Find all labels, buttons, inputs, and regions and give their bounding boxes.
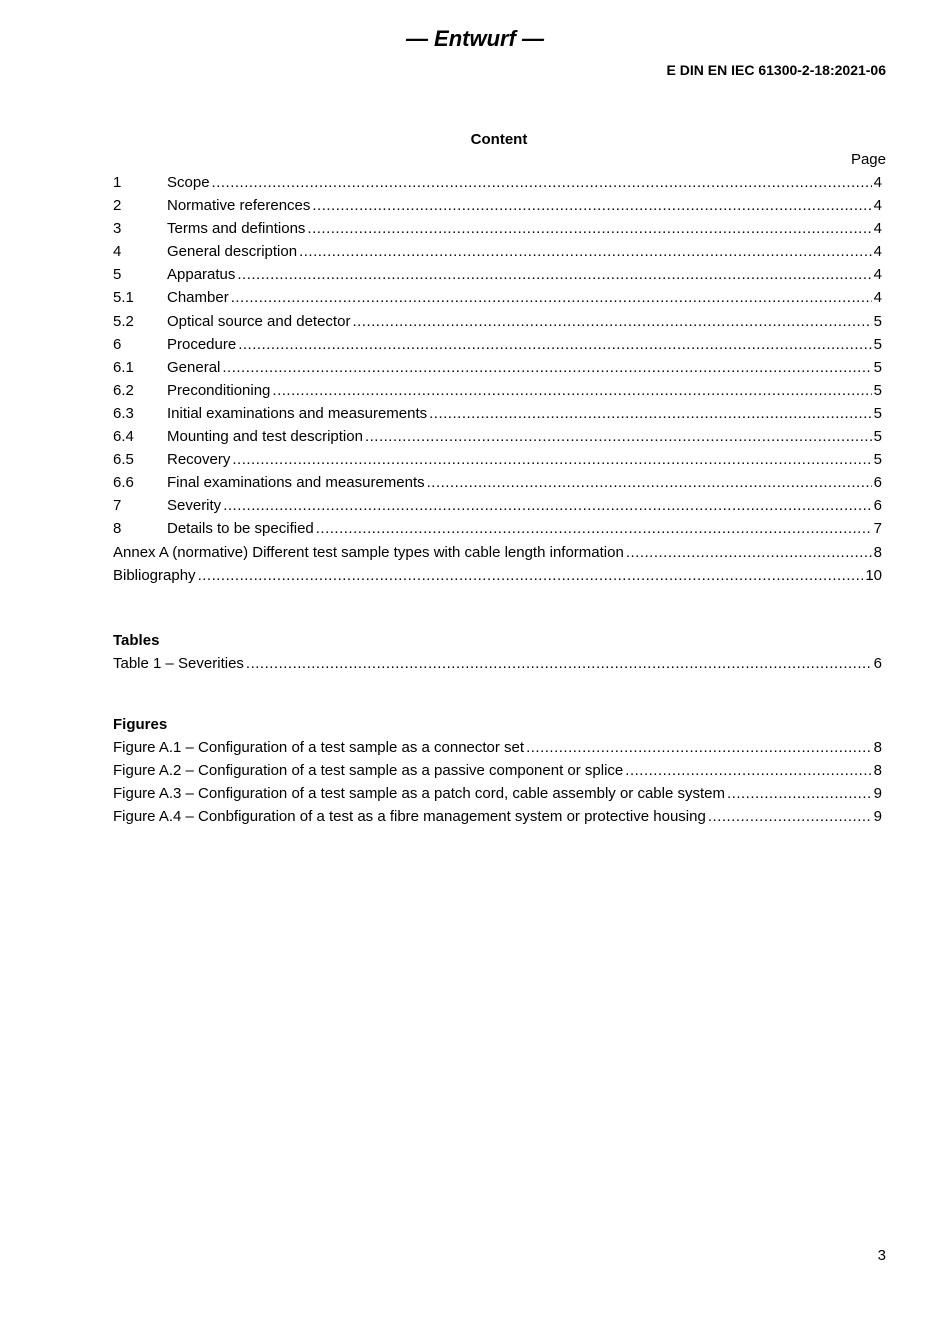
toc-entry-number: 6.6 [113, 474, 134, 492]
toc-entry-number: 5.2 [113, 312, 134, 330]
toc-entry-title: Severity [167, 497, 222, 515]
figures-heading: Figures [113, 716, 168, 733]
toc-entry-page: 5 [873, 428, 882, 446]
toc-entry-page: 5 [873, 381, 882, 399]
dot-leader [246, 652, 872, 675]
toc-entry-page: 6 [873, 497, 882, 515]
toc-entry[interactable] [113, 286, 882, 309]
toc-entry-page: 6 [873, 474, 882, 492]
dot-leader [708, 805, 872, 828]
toc-entry-title: Mounting and test description [167, 428, 363, 446]
toc-entry[interactable] [113, 171, 882, 194]
table-of-contents [113, 171, 882, 587]
dot-leader [212, 171, 872, 194]
figure-entry-page: 9 [873, 808, 882, 826]
toc-entry-title: Scope [167, 174, 210, 191]
toc-entry-number: 1 [113, 174, 122, 191]
figure-entry-title: Figure A.1 – Configuration of a test sample as a connector set [113, 739, 525, 756]
toc-entry-page: 7 [873, 520, 882, 538]
toc-entry-page: 4 [873, 243, 882, 261]
dot-leader [231, 286, 872, 309]
toc-entry-page: 5 [873, 335, 882, 353]
figure-entry-page: 8 [873, 762, 882, 780]
toc-entry-page: 4 [873, 197, 882, 215]
toc-entry-bibliography[interactable] [113, 564, 882, 587]
draft-title: — Entwurf — [405, 26, 545, 51]
toc-entry-page: 5 [873, 404, 882, 422]
figure-entry[interactable] [113, 805, 882, 828]
toc-entry-number: 6 [113, 335, 122, 353]
toc-entry-page: 4 [873, 174, 882, 191]
toc-entry-page: 10 [865, 566, 882, 584]
dot-leader [626, 541, 872, 564]
toc-entry-title: Procedure [167, 335, 237, 353]
toc-entry-title: Final examinations and measurements [167, 474, 425, 492]
toc-entry-page: 4 [873, 220, 882, 238]
dot-leader [222, 356, 871, 379]
toc-entry-title: General description [167, 243, 298, 261]
toc-entry-page: 4 [873, 289, 882, 307]
dot-leader [365, 425, 872, 448]
dot-leader [727, 782, 872, 805]
toc-entry-title: General [167, 358, 221, 376]
dot-leader [526, 736, 872, 759]
dot-leader [223, 494, 871, 517]
toc-entry-page: 5 [873, 312, 882, 330]
toc-entry[interactable] [113, 356, 882, 379]
dot-leader [429, 402, 872, 425]
toc-entry-title: Terms and defintions [167, 220, 306, 238]
dot-leader [307, 217, 871, 240]
dot-leader [232, 448, 871, 471]
toc-entry-number: 7 [113, 497, 122, 515]
toc-entry-title: Bibliography [113, 566, 196, 584]
toc-entry-page: 8 [873, 543, 882, 561]
toc-entry-title: Recovery [167, 451, 231, 469]
toc-entry-title: Normative references [167, 197, 311, 215]
table-entry-page: 6 [873, 655, 882, 672]
page-number: 3 [877, 1247, 886, 1264]
toc-entry[interactable] [113, 333, 882, 356]
table-entry-title: Table 1 – Severities [113, 655, 244, 672]
toc-entry-number: 6.5 [113, 451, 134, 469]
toc-entry-title: Annex A (normative) Different test sample types with cable length information [113, 543, 624, 561]
toc-entry[interactable] [113, 448, 882, 471]
figure-entry[interactable] [113, 736, 882, 759]
figure-entry-page: 9 [873, 785, 882, 803]
toc-entry[interactable] [113, 217, 882, 240]
page-column-label: Page [850, 151, 886, 168]
toc-entry-page: 5 [873, 451, 882, 469]
toc-entry-number: 8 [113, 520, 122, 538]
dot-leader [198, 564, 864, 587]
dot-leader [427, 471, 872, 494]
toc-entry-number: 6.1 [113, 358, 134, 376]
dot-leader [625, 759, 871, 782]
toc-entry-title: Preconditioning [167, 381, 271, 399]
figure-entry-title: Figure A.3 – Configuration of a test sample as a patch cord, cable assembly or cable system [113, 785, 725, 803]
dot-leader [272, 379, 871, 402]
toc-entry-number: 2 [113, 197, 122, 215]
table-entry[interactable] [113, 652, 882, 675]
toc-entry-number: 5.1 [113, 289, 134, 307]
tables-heading: Tables [113, 632, 160, 649]
toc-entry[interactable] [113, 194, 882, 217]
toc-entry-number: 6.3 [113, 404, 134, 422]
toc-entry[interactable] [113, 402, 882, 425]
toc-entry[interactable] [113, 471, 882, 494]
toc-entry-number: 6.2 [113, 381, 134, 399]
toc-entry[interactable] [113, 310, 882, 333]
toc-entry-title: Initial examinations and measurements [167, 404, 428, 422]
tables-list [113, 629, 882, 675]
toc-entry[interactable] [113, 240, 882, 263]
figure-entry-title: Figure A.4 – Conbfiguration of a test as a fibre management system or protective housing [113, 808, 706, 826]
toc-entry-title: Details to be specified [167, 520, 314, 538]
figure-entry-title: Figure A.2 – Configuration of a test sample as a passive component or splice [113, 762, 624, 780]
figure-entry[interactable] [113, 782, 882, 805]
document-id: E DIN EN IEC 61300-2-18:2021-06 [666, 62, 886, 78]
toc-entry-number: 5 [113, 266, 122, 284]
dot-leader [312, 194, 871, 217]
dot-leader [238, 333, 871, 356]
figure-entry-page: 8 [873, 739, 882, 756]
toc-entry-number: 4 [113, 243, 122, 261]
toc-entry-title: Apparatus [167, 266, 236, 284]
dot-leader [237, 263, 871, 286]
toc-entry-annex[interactable] [113, 541, 882, 564]
dot-leader [316, 517, 872, 540]
toc-entry[interactable] [113, 379, 882, 402]
toc-entry[interactable] [113, 494, 882, 517]
toc-entry[interactable] [113, 517, 882, 540]
figures-list [113, 713, 882, 828]
toc-heading: Content [470, 131, 528, 148]
toc-entry-number: 3 [113, 220, 122, 238]
toc-entry-number: 6.4 [113, 428, 134, 446]
toc-entry[interactable] [113, 263, 882, 286]
dot-leader [352, 310, 871, 333]
dot-leader [299, 240, 872, 263]
toc-entry[interactable] [113, 425, 882, 448]
toc-entry-page: 4 [873, 266, 882, 284]
toc-entry-title: Optical source and detector [167, 312, 351, 330]
toc-entry-page: 5 [873, 358, 882, 376]
toc-entry-title: Chamber [167, 289, 229, 307]
figure-entry[interactable] [113, 759, 882, 782]
